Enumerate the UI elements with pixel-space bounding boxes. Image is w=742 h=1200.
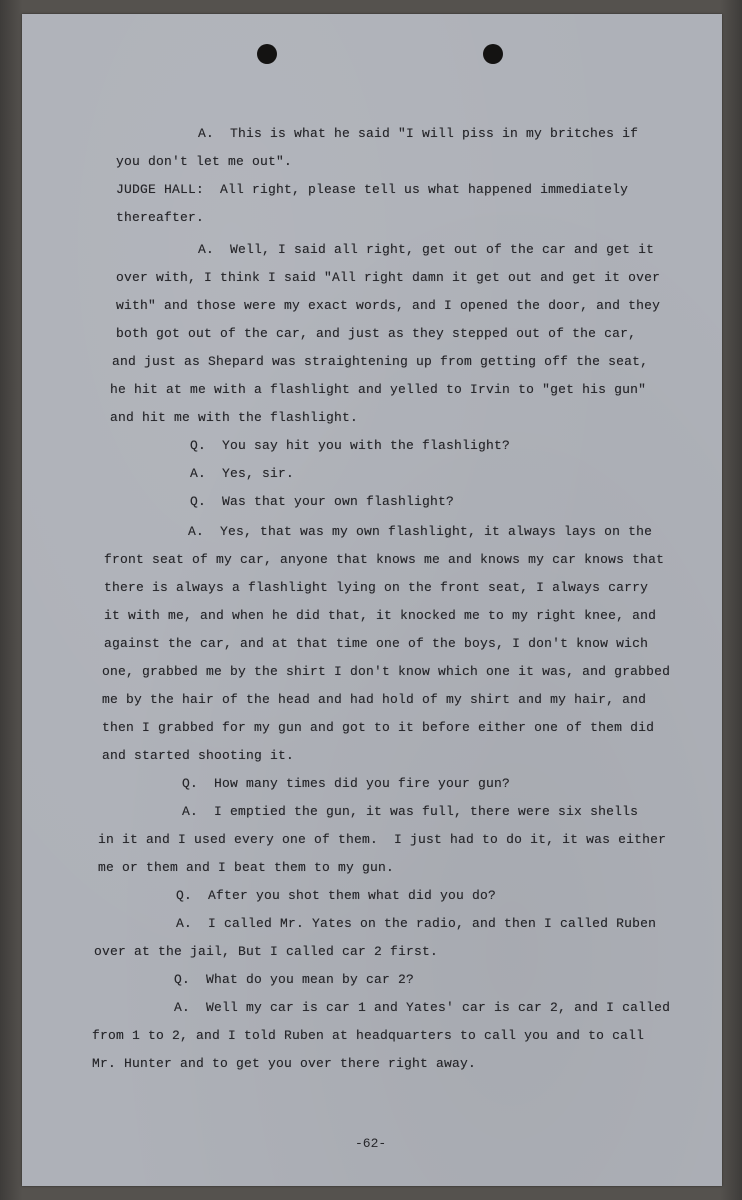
transcript-line: A. Yes, that was my own flashlight, it always lays on the bbox=[188, 524, 653, 539]
transcript-line: from 1 to 2, and I told Ruben at headquarters to call you and to call bbox=[92, 1028, 645, 1043]
transcript-line: A. Well my car is car 1 and Yates' car is car 2, and I called bbox=[174, 1000, 671, 1015]
transcript-line: Q. After you shot them what did you do? bbox=[176, 888, 497, 903]
transcript-body bbox=[22, 14, 722, 1186]
transcript-line: there is always a flashlight lying on the front seat, I always carry bbox=[104, 580, 649, 595]
transcript-line: A. I called Mr. Yates on the radio, and then I called Ruben bbox=[176, 916, 657, 931]
transcript-line: me by the hair of the head and had hold of my shirt and my hair, and bbox=[102, 692, 647, 707]
transcript-line: with" and those were my exact words, and I opened the door, and they bbox=[116, 298, 661, 313]
transcript-line: and hit me with the flashlight. bbox=[110, 410, 359, 425]
transcript-line: A. This is what he said "I will piss in my britches if bbox=[198, 126, 639, 141]
transcript-line: Q. What do you mean by car 2? bbox=[174, 972, 415, 987]
transcript-line: one, grabbed me by the shirt I don't know which one it was, and grabbed bbox=[102, 664, 671, 679]
transcript-line: me or them and I beat them to my gun. bbox=[98, 860, 395, 875]
transcript-line: then I grabbed for my gun and got to it before either one of them did bbox=[102, 720, 655, 735]
transcript-line: over at the jail, But I called car 2 first. bbox=[94, 944, 439, 959]
transcript-line: Mr. Hunter and to get you over there right away. bbox=[92, 1056, 477, 1071]
transcript-line: and just as Shepard was straightening up from getting off the seat, bbox=[112, 354, 649, 369]
transcript-line: thereafter. bbox=[116, 210, 205, 225]
transcript-line: and started shooting it. bbox=[102, 748, 295, 763]
transcript-line: in it and I used every one of them. I just had to do it, it was either bbox=[98, 832, 667, 847]
page-number: -62- bbox=[355, 1136, 387, 1151]
transcript-line: you don't let me out". bbox=[116, 154, 293, 169]
transcript-line: Q. How many times did you fire your gun? bbox=[182, 776, 511, 791]
transcript-line: JUDGE HALL: All right, please tell us what happened immediately bbox=[116, 182, 629, 197]
transcript-line: A. Well, I said all right, get out of the car and get it bbox=[198, 242, 655, 257]
transcript-line: it with me, and when he did that, it knocked me to my right knee, and bbox=[104, 608, 657, 623]
transcript-line: front seat of my car, anyone that knows me and knows my car knows that bbox=[104, 552, 665, 567]
transcript-line: Q. You say hit you with the flashlight? bbox=[190, 438, 511, 453]
transcript-line: over with, I think I said "All right damn it get out and get it over bbox=[116, 270, 661, 285]
typed-page bbox=[22, 14, 722, 1186]
transcript-line: he hit at me with a flashlight and yelled to Irvin to "get his gun" bbox=[110, 382, 647, 397]
transcript-line: Q. Was that your own flashlight? bbox=[190, 494, 455, 509]
transcript-line: A. I emptied the gun, it was full, there were six shells bbox=[182, 804, 639, 819]
transcript-line: against the car, and at that time one of the boys, I don't know wich bbox=[104, 636, 649, 651]
transcript-line: both got out of the car, and just as they stepped out of the car, bbox=[116, 326, 637, 341]
transcript-line: A. Yes, sir. bbox=[190, 466, 295, 481]
